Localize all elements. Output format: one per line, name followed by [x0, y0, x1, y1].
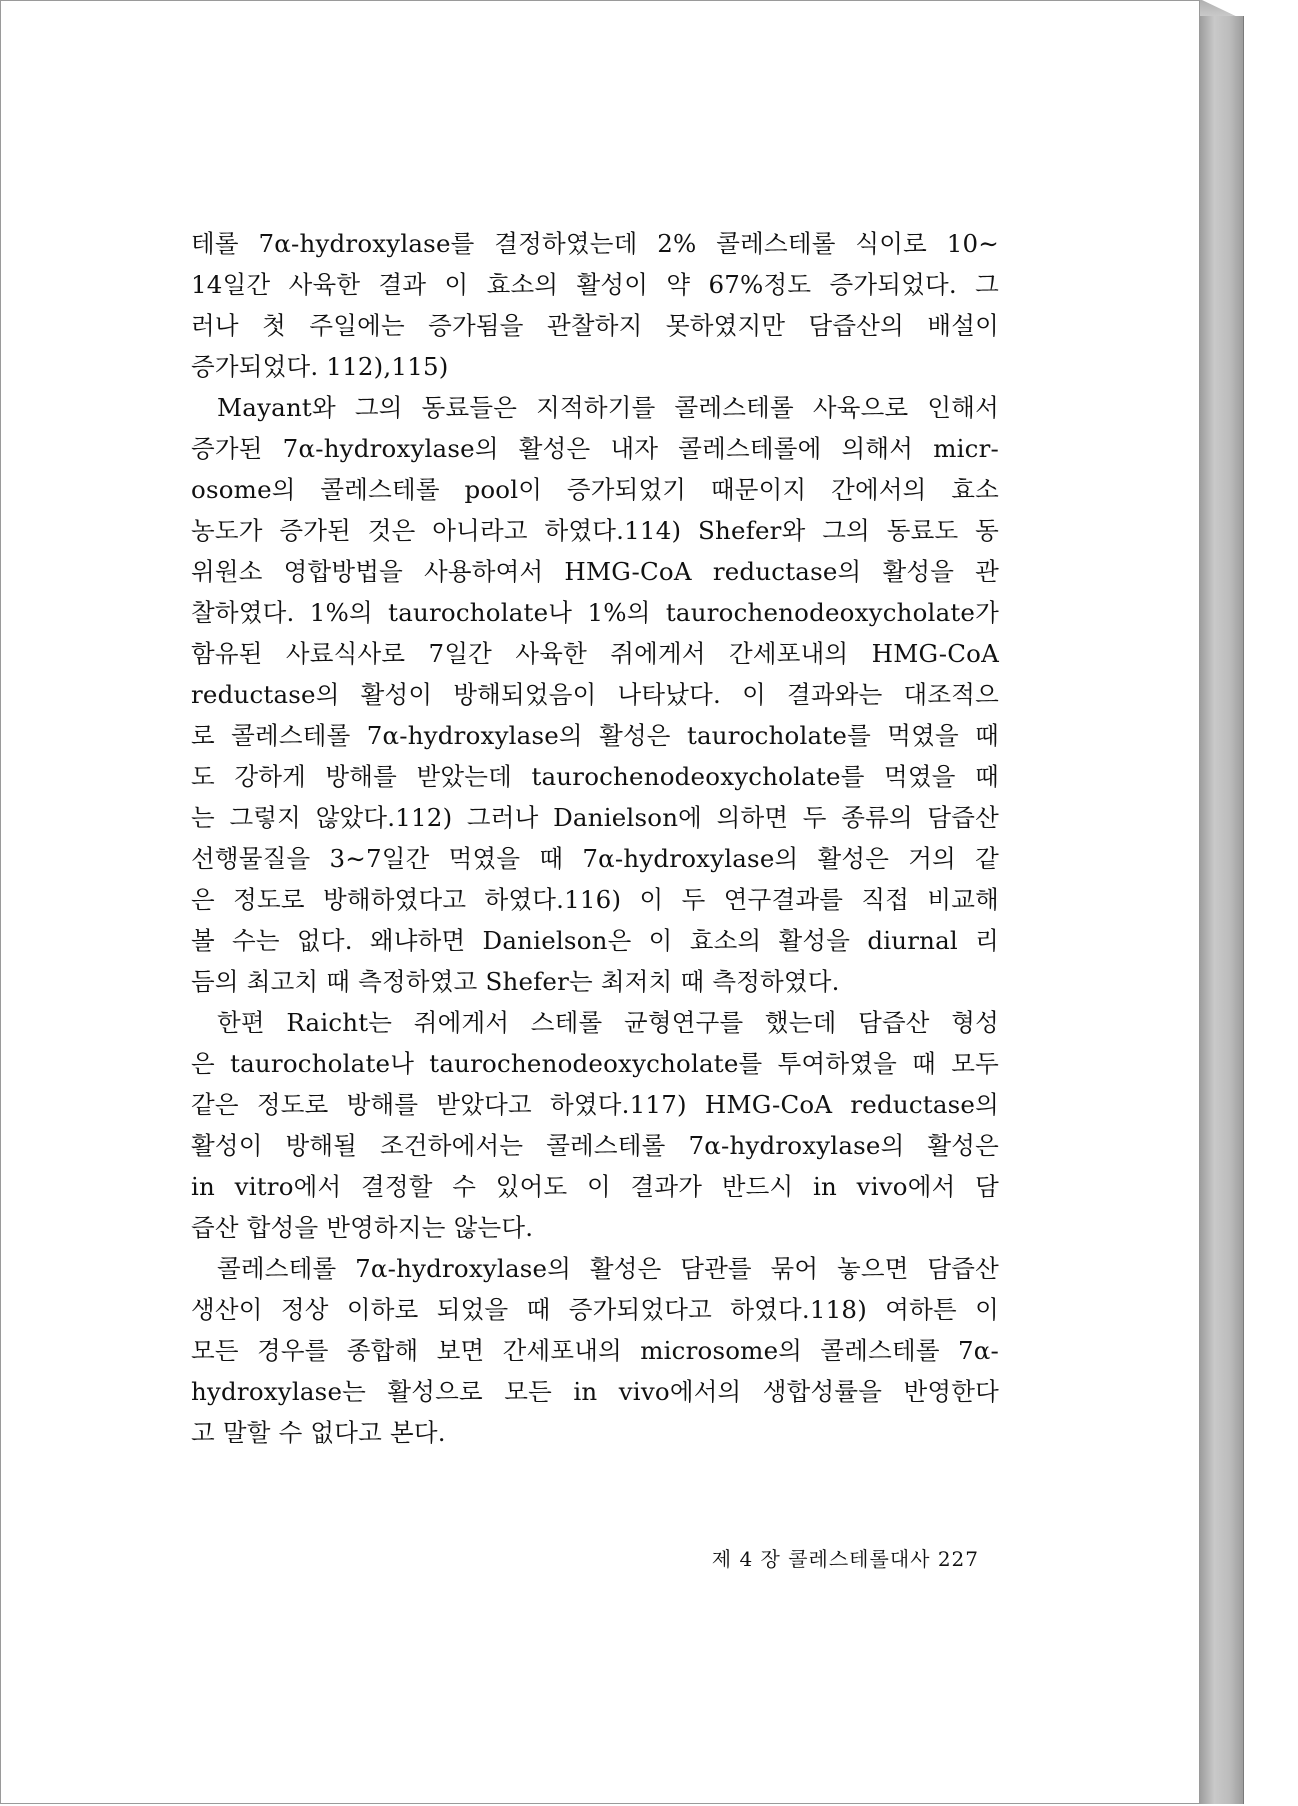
text-line: 한편 Raicht는 쥐에게서 스테롤 균형연구를 했는데 담즙산 형성	[217, 1008, 999, 1037]
text-line: 선행물질을 3∼7일간 먹였을 때 7α-hydroxylase의 활성은 거의 같	[191, 844, 999, 873]
text-line: 콜레스테롤 7α-hydroxylase의 활성은 담관를 묶어 놓으면 담즙산	[217, 1254, 999, 1283]
text-line: reductase의 활성이 방해되었음이 나타났다. 이 결과와는 대조적으	[191, 680, 999, 709]
text-line: 듬의 최고치 때 측정하였고 Shefer는 최저치 때 측정하였다.	[191, 967, 840, 996]
text-line: in vitro에서 결정할 수 있어도 이 결과가 반드시 in vivo에서 담	[191, 1172, 999, 1201]
text-line: 고 말할 수 없다고 본다.	[191, 1418, 446, 1447]
text-line: 14일간 사육한 결과 이 효소의 활성이 약 67%정도 증가되었다. 그	[191, 270, 999, 299]
text-line: 볼 수는 없다. 왜냐하면 Danielson은 이 효소의 활성을 diurnal 리	[191, 926, 999, 955]
text-line: 증가되었다. 112),115)	[191, 352, 449, 381]
text-line: 같은 정도로 방해를 받았다고 하였다.117) HMG-CoA reductase의	[191, 1090, 999, 1119]
text-line: osome의 콜레스테롤 pool이 증가되었기 때문이지 간에서의 효소	[191, 475, 999, 504]
text-line: 은 taurocholate나 taurochenodeoxycholate를 투여하였을 때 모두	[191, 1049, 999, 1078]
text-line: 생산이 정상 이하로 되었을 때 증가되었다고 하였다.118) 여하튼 이	[191, 1295, 999, 1324]
text-line: hydroxylase는 활성으로 모든 in vivo에서의 생합성률을 반영한다	[191, 1377, 999, 1406]
page-stack-edge	[1198, 16, 1244, 1804]
text-line: 로 콜레스테롤 7α-hydroxylase의 활성은 taurocholate를 먹였을 때	[191, 721, 999, 750]
text-line: 증가된 7α-hydroxylase의 활성은 내자 콜레스테롤에 의해서 micr-	[191, 434, 999, 463]
text-line: 농도가 증가된 것은 아니라고 하였다.114) Shefer와 그의 동료도 동	[191, 516, 999, 545]
text-line: 테롤 7α-hydroxylase를 결정하였는데 2% 콜레스테롤 식이로 10∼	[191, 229, 999, 258]
text-line: 도 강하게 방해를 받았는데 taurochenodeoxycholate를 먹였을 때	[191, 762, 999, 791]
body-text	[191, 223, 999, 1453]
text-line: 활성이 방해될 조건하에서는 콜레스테롤 7α-hydroxylase의 활성은	[191, 1131, 999, 1160]
running-footer-page-number: 제 4 장 콜레스테롤대사 227	[711, 1547, 979, 1571]
text-line: 함유된 사료식사로 7일간 사육한 쥐에게서 간세포내의 HMG-CoA	[191, 639, 999, 668]
text-line: 은 정도로 방해하였다고 하였다.116) 이 두 연구결과를 직접 비교해	[191, 885, 999, 914]
text-line: Mayant와 그의 동료들은 지적하기를 콜레스테롤 사육으로 인해서	[217, 393, 999, 422]
text-line: 찰하였다. 1%의 taurocholate나 1%의 taurochenodeoxycholate가	[191, 598, 999, 627]
text-line: 러나 첫 주일에는 증가됨을 관찰하지 못하였지만 담즙산의 배설이	[191, 311, 999, 340]
text-line: 즙산 합성을 반영하지는 않는다.	[191, 1213, 534, 1242]
text-line: 모든 경우를 종합해 보면 간세포내의 microsome의 콜레스테롤 7α-	[191, 1336, 999, 1365]
text-line: 는 그렇지 않았다.112) 그러나 Danielson에 의하면 두 종류의 담즙산	[191, 803, 999, 832]
text-line: 위원소 영합방법을 사용하여서 HMG-CoA reductase의 활성을 관	[191, 557, 999, 586]
